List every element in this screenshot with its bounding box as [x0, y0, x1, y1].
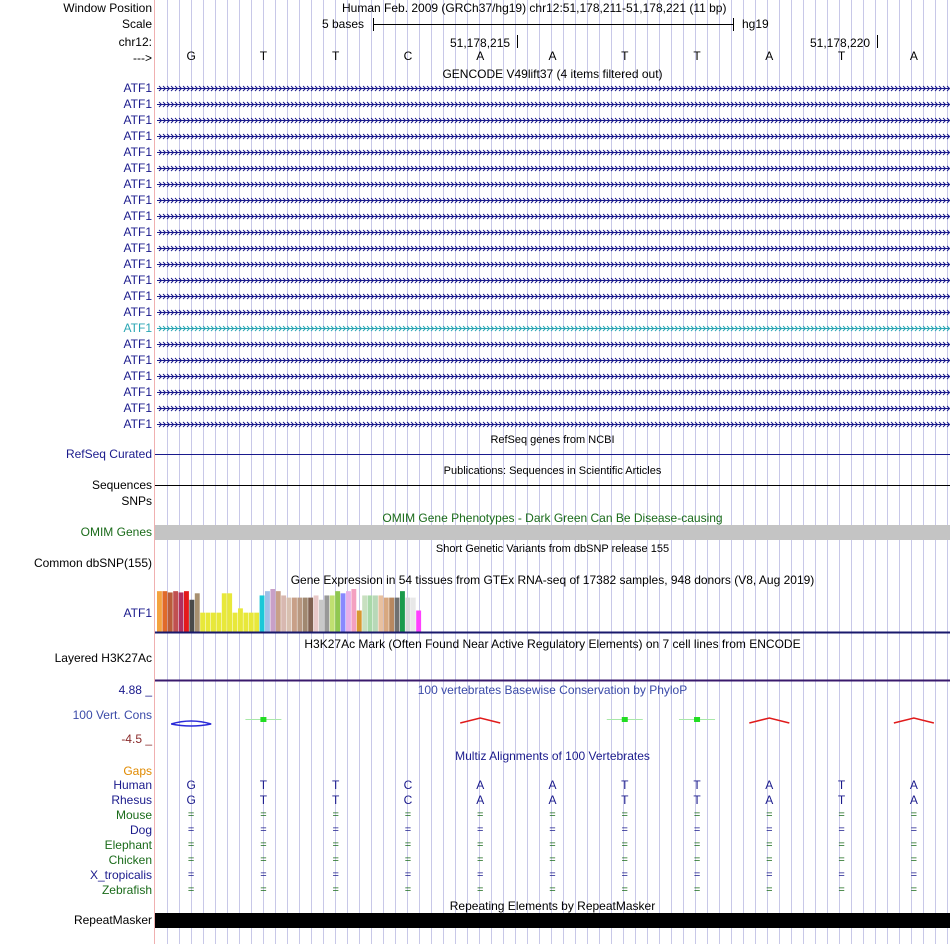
gtex-tissue-bar — [319, 600, 324, 632]
refseq-track-title[interactable]: RefSeq genes from NCBI — [490, 434, 615, 446]
gtex-tissue-bar — [206, 613, 211, 632]
multiz-base: T — [259, 778, 268, 792]
gencode-transcript-label[interactable]: ATF1 — [123, 81, 152, 95]
multiz-base: A — [548, 793, 557, 807]
gtex-tissue-bar — [314, 595, 319, 632]
multiz-base: = — [910, 854, 918, 866]
multiz-base: = — [404, 854, 412, 866]
multiz-base: = — [187, 809, 195, 821]
gtex-tissue-bar — [351, 589, 356, 632]
gencode-transcript-label[interactable]: ATF1 — [123, 353, 152, 367]
gencode-transcript-label[interactable]: ATF1 — [123, 161, 152, 175]
refseq-track-label[interactable]: RefSeq Curated — [65, 447, 152, 461]
phylop-min-label: -4.5 _ — [121, 732, 152, 746]
gencode-transcript-label[interactable]: ATF1 — [123, 145, 152, 159]
gtex-tissue-bar — [384, 598, 389, 632]
gtex-tissue-bar — [173, 591, 178, 632]
gaps-label: Gaps — [123, 764, 152, 778]
omim-bar — [155, 525, 950, 540]
multiz-base: = — [766, 839, 773, 851]
multiz-base: = — [260, 824, 267, 836]
chr-label: chr12: — [118, 35, 152, 49]
multiz-base: T — [837, 778, 846, 792]
gtex-tissue-bar — [287, 598, 292, 632]
gencode-transcript-label[interactable]: ATF1 — [123, 241, 152, 255]
multiz-species-label[interactable]: X_tropicalis — [89, 868, 152, 882]
multiz-base: A — [909, 793, 918, 807]
scale-label: Scale — [121, 17, 152, 31]
multiz-base: G — [186, 793, 196, 807]
multiz-base: C — [403, 778, 413, 792]
multiz-species-label[interactable]: Mouse — [115, 808, 152, 822]
h3k27ac-track-label[interactable]: Layered H3K27Ac — [54, 651, 152, 665]
multiz-base: = — [187, 869, 195, 881]
multiz-base: = — [404, 809, 412, 821]
gtex-tissue-bar — [227, 593, 232, 632]
gtex-tissue-bar — [276, 591, 281, 632]
sequence-base: A — [909, 49, 918, 63]
gtex-tissue-bar — [373, 595, 378, 632]
multiz-base: = — [693, 824, 701, 836]
gtex-tissue-bar — [168, 592, 173, 632]
multiz-base: = — [766, 854, 773, 866]
multiz-base: = — [404, 824, 412, 836]
multiz-base: = — [477, 824, 484, 836]
multiz-base: = — [477, 884, 484, 896]
multiz-base: = — [693, 839, 701, 851]
multiz-base: = — [187, 824, 195, 836]
phylop-red-glyph — [460, 718, 500, 723]
multiz-base: = — [477, 839, 484, 851]
gencode-transcript-label[interactable]: ATF1 — [123, 129, 152, 143]
gencode-transcript-label[interactable]: ATF1 — [123, 257, 152, 271]
sequence-base: A — [765, 49, 774, 63]
multiz-base: = — [549, 854, 556, 866]
gencode-transcript-label[interactable]: ATF1 — [123, 305, 152, 319]
multiz-species-label[interactable]: Dog — [129, 823, 152, 837]
multiz-base: = — [260, 839, 267, 851]
multiz-base: T — [332, 793, 340, 807]
gtex-tissue-bar — [395, 598, 400, 632]
scale-text: 5 bases — [322, 17, 365, 31]
gencode-transcript-label[interactable]: ATF1 — [123, 337, 152, 351]
multiz-base: = — [910, 839, 918, 851]
multiz-base: T — [259, 793, 268, 807]
multiz-base: = — [838, 839, 845, 851]
dbsnp-track-label[interactable]: Common dbSNP(155) — [33, 556, 152, 570]
multiz-base: = — [621, 854, 628, 866]
multiz-base: = — [838, 869, 845, 881]
multiz-base: = — [260, 809, 267, 821]
gencode-transcript-label[interactable]: ATF1 — [123, 97, 152, 111]
multiz-base: = — [549, 884, 556, 896]
sequence-base: T — [259, 49, 268, 63]
multiz-base: G — [186, 778, 196, 792]
multiz-base: = — [332, 824, 339, 836]
gtex-tissue-bar — [368, 595, 373, 632]
gtex-tissue-bar — [346, 591, 351, 632]
gtex-tissue-bar — [211, 613, 216, 632]
multiz-base: = — [477, 869, 484, 881]
gencode-transcript-label[interactable]: ATF1 — [123, 193, 152, 207]
gtex-tissue-bar — [243, 613, 248, 632]
phylop-green-glyph — [622, 717, 628, 722]
multiz-base: = — [260, 869, 267, 881]
multiz-base: = — [332, 884, 339, 896]
gencode-transcript-label[interactable]: ATF1 — [123, 225, 152, 239]
multiz-base: = — [621, 824, 628, 836]
gtex-tissue-bar — [157, 591, 162, 632]
gtex-tissue-bar — [216, 613, 221, 632]
gencode-transcript-label[interactable]: ATF1 — [123, 321, 152, 335]
gencode-transcript-label[interactable]: ATF1 — [123, 401, 152, 415]
multiz-species-label[interactable]: Human — [113, 778, 152, 792]
multiz-base: = — [693, 809, 701, 821]
gtex-tissue-bar — [184, 591, 189, 632]
gtex-tissue-bar — [330, 595, 335, 632]
multiz-base: = — [910, 824, 918, 836]
multiz-base: = — [260, 854, 267, 866]
multiz-base: = — [404, 869, 412, 881]
gtex-tissue-bar — [254, 613, 259, 632]
multiz-track-title[interactable]: Multiz Alignments of 100 Vertebrates — [455, 749, 650, 763]
multiz-base: = — [693, 869, 701, 881]
gtex-tissue-bar — [222, 593, 227, 632]
multiz-base: = — [766, 824, 773, 836]
sequence-base: T — [621, 49, 629, 63]
gtex-tissue-bar — [238, 608, 243, 632]
multiz-base: = — [187, 839, 195, 851]
multiz-base: = — [838, 854, 845, 866]
gtex-tissue-bar — [297, 598, 302, 632]
multiz-base: T — [693, 778, 701, 792]
gtex-tissue-bar — [265, 591, 270, 632]
multiz-base: = — [693, 884, 701, 896]
strand-arrow-label: ---> — [133, 51, 152, 65]
multiz-species-label[interactable]: Zebrafish — [101, 883, 152, 897]
multiz-base: T — [693, 793, 701, 807]
multiz-base: T — [332, 778, 340, 792]
gencode-transcript-label[interactable]: ATF1 — [123, 209, 152, 223]
multiz-base: T — [837, 793, 846, 807]
sequence-base: T — [837, 49, 846, 63]
gencode-transcript-label[interactable]: ATF1 — [123, 417, 152, 431]
multiz-base: A — [476, 793, 485, 807]
sequence-base: T — [693, 49, 701, 63]
multiz-base: = — [910, 869, 918, 881]
sequence-base: C — [403, 49, 413, 63]
coordinate-label-1: 51,178,215 — [450, 36, 511, 50]
gtex-tissue-bar — [400, 591, 405, 632]
gtex-tissue-bar — [292, 598, 297, 632]
gtex-tissue-bar — [162, 591, 167, 632]
phylop-green-glyph — [260, 717, 266, 722]
multiz-base: = — [838, 824, 845, 836]
gencode-transcript-label[interactable]: ATF1 — [123, 177, 152, 191]
multiz-species-label[interactable]: Rhesus — [111, 793, 152, 807]
gtex-tissue-bar — [416, 611, 421, 633]
gencode-transcript-label[interactable]: ATF1 — [123, 369, 152, 383]
phylop-track-label[interactable]: 100 Vert. Cons — [72, 708, 152, 722]
repeatmasker-track-title[interactable]: Repeating Elements by RepeatMasker — [449, 899, 656, 913]
coordinate-label-2: 51,178,220 — [810, 36, 871, 50]
sequences-track-label[interactable]: Sequences — [91, 478, 152, 492]
multiz-base: C — [403, 793, 413, 807]
gencode-transcript-label[interactable]: ATF1 — [123, 289, 152, 303]
multiz-base: = — [693, 854, 701, 866]
gtex-tissue-bar — [200, 613, 205, 632]
multiz-base: = — [549, 839, 556, 851]
gtex-tissue-bar — [260, 595, 265, 632]
multiz-base: = — [910, 809, 918, 821]
multiz-base: = — [621, 869, 628, 881]
repeatmasker-track-label[interactable]: RepeatMasker — [73, 913, 152, 927]
phylop-track-title[interactable]: 100 vertebrates Basewise Conservation by PhyloP — [417, 683, 688, 697]
multiz-base: A — [476, 778, 485, 792]
assembly-position-text[interactable]: Human Feb. 2009 (GRCh37/hg19) chr12:51,178,211-51,178,221 (11 bp) — [342, 1, 727, 15]
gtex-tissue-bar — [341, 593, 346, 632]
multiz-base: A — [909, 778, 918, 792]
dbsnp-track-title[interactable]: Short Genetic Variants from dbSNP release 155 — [435, 543, 670, 555]
omim-track-label[interactable]: OMIM Genes — [80, 525, 152, 539]
gtex-tissue-bar — [233, 613, 238, 632]
multiz-base: = — [910, 884, 918, 896]
gtex-tissue-bar — [195, 593, 200, 632]
multiz-base: T — [621, 793, 629, 807]
multiz-base: = — [260, 884, 267, 896]
multiz-base: = — [621, 884, 628, 896]
repeatmasker-bar — [155, 913, 950, 928]
gtex-tissue-bar — [411, 598, 416, 632]
multiz-base: = — [477, 809, 484, 821]
multiz-base: A — [765, 778, 774, 792]
multiz-base: = — [187, 854, 195, 866]
sequence-base: A — [476, 49, 485, 63]
gtex-track-title[interactable]: Gene Expression in 54 tissues from GTEx RNA-seq of 17382 samples, 948 donors (V8, Aug 2019) — [290, 573, 815, 587]
gencode-transcript-label[interactable]: ATF1 — [123, 273, 152, 287]
gtex-tissue-bar — [378, 595, 383, 632]
gencode-transcript-label[interactable]: ATF1 — [123, 385, 152, 399]
gencode-transcript-label[interactable]: ATF1 — [123, 113, 152, 127]
window-position-label: Window Position — [63, 1, 152, 15]
sequence-base: A — [548, 49, 557, 63]
multiz-base: = — [187, 884, 195, 896]
multiz-base: = — [332, 854, 339, 866]
multiz-base: = — [332, 869, 339, 881]
sequence-base: T — [332, 49, 340, 63]
multiz-base: T — [621, 778, 629, 792]
multiz-base: = — [838, 884, 845, 896]
gtex-tissue-bar — [281, 595, 286, 632]
multiz-base: = — [766, 869, 773, 881]
h3k27ac-track-title[interactable]: H3K27Ac Mark (Often Found Near Active Regulatory Elements) on 7 cell lines from ENCODE — [304, 637, 801, 651]
gtex-tissue-bar — [270, 589, 275, 632]
gtex-tissue-bar — [303, 598, 308, 632]
gtex-tissue-bar — [179, 592, 184, 632]
multiz-base: A — [765, 793, 774, 807]
multiz-base: = — [549, 869, 556, 881]
omim-track-title[interactable]: OMIM Gene Phenotypes - Dark Green Can Be Disease-causing — [382, 511, 723, 525]
multiz-base: = — [404, 884, 412, 896]
gtex-track-label[interactable]: ATF1 — [123, 606, 152, 620]
gtex-tissue-bar — [389, 598, 394, 632]
gtex-tissue-bar — [324, 595, 329, 632]
gtex-tissue-bar — [249, 613, 254, 632]
sequence-base: G — [186, 49, 196, 63]
gencode-track-title[interactable]: GENCODE V49lift37 (4 items filtered out) — [442, 67, 663, 81]
publications-track-title[interactable]: Publications: Sequences in Scientific Articles — [443, 465, 662, 477]
multiz-base: = — [621, 839, 628, 851]
multiz-base: = — [477, 854, 484, 866]
multiz-base: = — [549, 809, 556, 821]
multiz-base: = — [549, 824, 556, 836]
multiz-base: = — [404, 839, 412, 851]
multiz-base: = — [332, 839, 339, 851]
scale-db: hg19 — [742, 17, 769, 31]
gtex-tissue-bar — [405, 598, 410, 632]
multiz-species-label[interactable]: Chicken — [108, 853, 152, 867]
multiz-base: = — [766, 809, 773, 821]
multiz-base: = — [766, 884, 773, 896]
phylop-max-label: 4.88 _ — [118, 683, 152, 697]
gtex-tissue-bar — [335, 591, 340, 632]
multiz-base: = — [621, 809, 628, 821]
phylop-green-glyph — [694, 717, 700, 722]
multiz-base: A — [548, 778, 557, 792]
gtex-tissue-bar — [189, 600, 194, 632]
gtex-tissue-bar — [308, 598, 313, 632]
gtex-tissue-bar — [362, 595, 367, 632]
gtex-tissue-bar — [357, 611, 362, 633]
multiz-base: = — [332, 809, 339, 821]
multiz-base: = — [838, 809, 845, 821]
snps-track-label[interactable]: SNPs — [121, 494, 152, 508]
multiz-species-label[interactable]: Elephant — [104, 838, 152, 852]
